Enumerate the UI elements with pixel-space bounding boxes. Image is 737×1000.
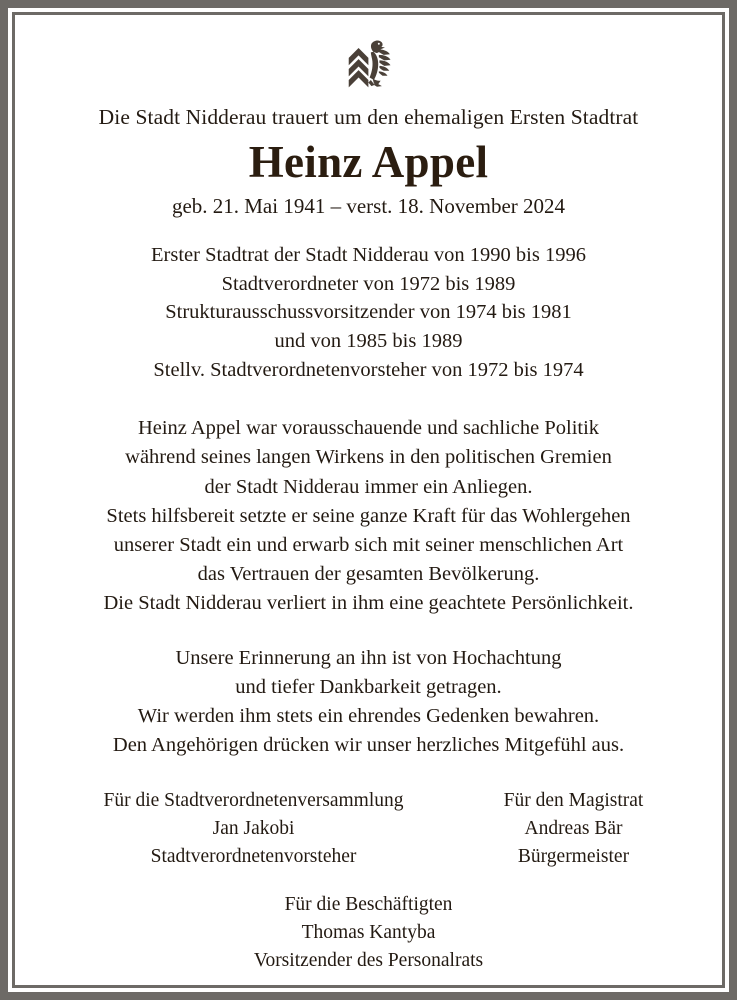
role-line: Strukturausschussvorsitzender von 1974 bis 1981: [165, 301, 572, 324]
signature-person: Thomas Kantyba: [301, 921, 436, 943]
signature-body: Für die Beschäftigten: [284, 893, 453, 915]
memory-line: und tiefer Dankbarkeit getragen.: [235, 676, 502, 699]
signature-person: Andreas Bär: [524, 817, 623, 839]
role-line: und von 1985 bis 1989: [274, 329, 463, 352]
deceased-name: Heinz Appel: [248, 137, 489, 188]
roles-block: [45, 241, 692, 384]
signature-role: Bürgermeister: [517, 845, 630, 867]
tribute-line: Stets hilfsbereit setzte er seine ganze Kraft für das Wohlergehen: [106, 504, 631, 527]
signature-beschaeftigte: [45, 891, 692, 975]
signature-stadtverordnetenversammlung: [49, 787, 459, 871]
frame-inner-rule: [12, 12, 725, 988]
frame-white-gap: [8, 8, 729, 992]
role-line: Stellv. Stadtverordnetenvorsteher von 1972 bis 1974: [153, 358, 584, 381]
signature-magistrat: [459, 787, 689, 871]
tribute-line: Die Stadt Nidderau verliert in ihm eine geachtete Persönlichkeit.: [103, 591, 634, 614]
tribute-block: [45, 414, 692, 618]
coat-of-arms-icon: [332, 37, 406, 90]
tribute-line: während seines langen Wirkens in den politischen Gremien: [125, 446, 612, 469]
tribute-line: das Vertrauen der gesamten Bevölkerung.: [197, 562, 540, 585]
signature-role: Stadtverordnetenvorsteher: [150, 845, 357, 867]
role-line: Erster Stadtrat der Stadt Nidderau von 1990 bis 1996: [151, 243, 586, 266]
signature-role: Vorsitzender des Personalrats: [253, 949, 484, 971]
signature-person: Jan Jakobi: [212, 817, 295, 839]
life-dates: geb. 21. Mai 1941 – verst. 18. November 2024: [171, 193, 566, 218]
tribute-line: Heinz Appel war vorausschauende und sachliche Politik: [137, 417, 600, 440]
memory-block: [45, 644, 692, 760]
memory-line: Wir werden ihm stets ein ehrendes Gedenken bewahren.: [137, 705, 600, 728]
tribute-line: der Stadt Nidderau immer ein Anliegen.: [204, 475, 533, 498]
notice-sheet: [15, 15, 722, 985]
memory-line: Den Angehörigen drücken wir unser herzliches Mitgefühl aus.: [112, 734, 625, 757]
role-line: Stadtverordneter von 1972 bis 1989: [221, 272, 516, 295]
signature-body: Für die Stadtverordnetenversammlung: [103, 789, 404, 811]
signature-columns: [45, 787, 692, 871]
lead-line: Die Stadt Nidderau trauert um den ehemaligen Ersten Stadtrat: [98, 104, 639, 129]
memory-line: Unsere Erinnerung an ihn ist von Hochachtung: [175, 647, 562, 670]
tribute-line: unserer Stadt ein und erwarb sich mit seiner menschlichen Art: [113, 533, 624, 556]
signature-body: Für den Magistrat: [503, 789, 644, 811]
